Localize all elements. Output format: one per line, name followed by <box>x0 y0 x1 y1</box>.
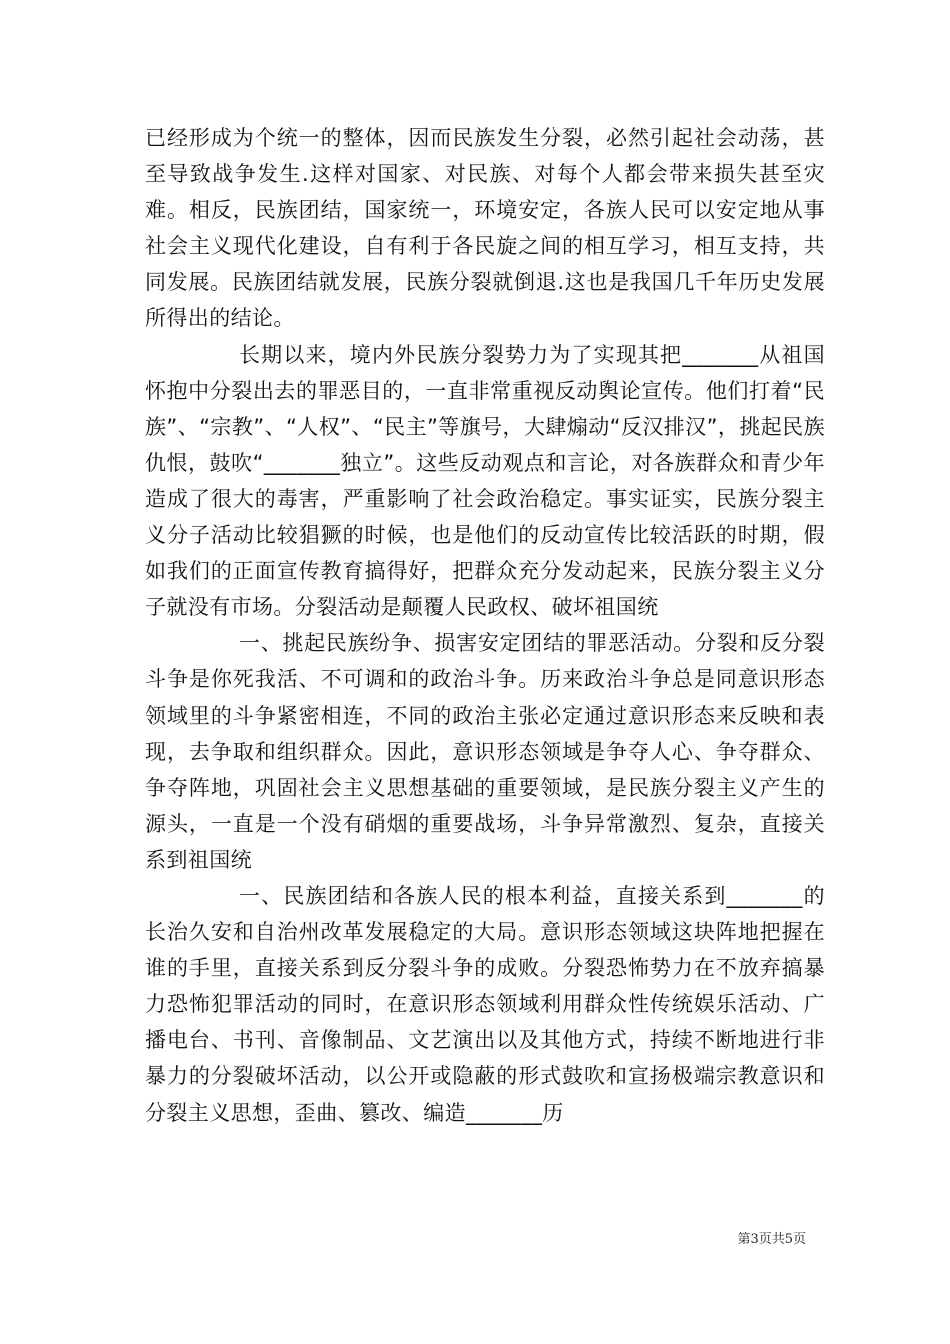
paragraph-1: 已经形成为个统一的整体，因而民族发生分裂，必然引起社会动荡，甚至导致战争发生.这样对国家、对民族、对每个人都会带来损失甚至灾难。相反，民族团结，国家统一，环境安定，各族人民可以安定地从事社会主义现代化建设，自有利于各民旋之间的相互学习，相互支持，共同发展。民族团结就发展，民族分裂就倒退.这也是我国几千年历史发展所得出的结论。 <box>145 126 825 331</box>
page-number-footer: 第3页共5页 <box>737 1232 806 1247</box>
document-body <box>145 120 825 1131</box>
paragraph-3: 一、挑起民族纷争、损害安定团结的罪恶活动。分裂和反分裂斗争是你死我活、不可调和的政治斗争。历来政治斗争总是同意识形态领域里的斗争紧密相连，不同的政治主张必定通过意识形态来反映和表现，去争取和组织群众。因此，意识形态领域是争夺人心、争夺群众、争夺阵地，巩固社会主义思想基础的重要领域，是民族分裂主义产生的源头，一直是一个没有硝烟的重要战场，斗争异常激烈、复杂，直接关系到祖国统 <box>145 631 825 872</box>
paragraph-4: 一、民族团结和各族人民的根本利益，直接关系到_______的长治久安和自治州改革发展稳定的大局。意识形态领域这块阵地把握在谁的手里，直接关系到反分裂斗争的成败。分裂恐怖势力在不放弃搞暴力恐怖犯罪活动的同时，在意识形态领域利用群众性传统娱乐活动、广播电台、书刊、音像制品、文艺演出以及其他方式，持续不断地进行非暴力的分裂破坏活动，以公开或隐蔽的形式鼓吹和宣扬极端宗教意识和分裂主义思想，歪曲、篡改、编造_______历 <box>145 883 825 1125</box>
paragraph-2: 长期以来，境内外民族分裂势力为了实现其把_______从祖国怀抱中分裂出去的罪恶目的，一直非常重视反动舆论宣传。他们打着“民族”、“宗教”、“人权”、“民主”等旗号，大肆煽动“反汉排汉”，挑起民族仇恨，鼓吹“_______独立”。这些反动观点和言论，对各族群众和青少年造成了很大的毒害，严重影响了社会政治稳定。事实证实，民族分裂主义分子活动比较猖獗的时候，也是他们的反动宣传比较活跃的时期，假如我们的正面宣传教育搞得好，把群众充分发动起来，民族分裂主义分子就没有市场。分裂活动是颠覆人民政权、破坏祖国统 <box>145 342 825 620</box>
